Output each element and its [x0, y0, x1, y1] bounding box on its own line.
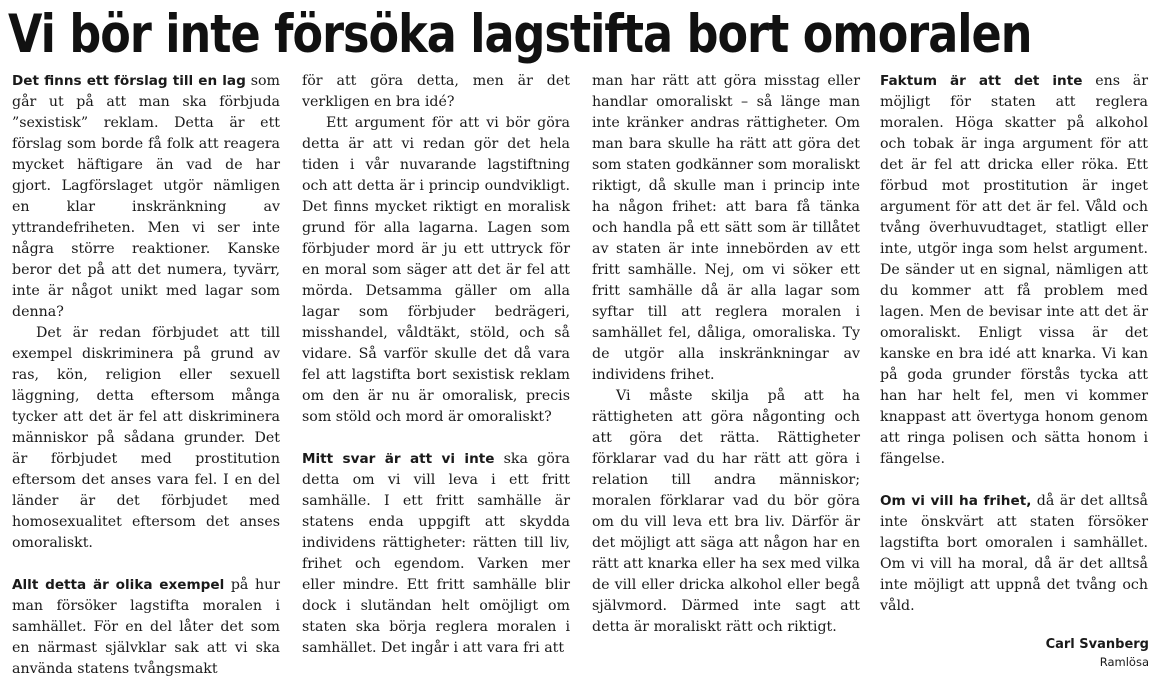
article-column-4: [880, 71, 1148, 617]
paragraph: Vi måste skilja på att ha rättigheten att göra någonting och att göra det rätta. Rättigheter förklarar vad du har rätt att göra i relation till andra människor; moralen förklarar vad du bör göra om du vill leva ett bra liv. Därför är det möjligt att säga att någon har en rätt att knarka eller ha sex med vilka de vill eller dricka alkohol eller begå självmord. Därmed inte sagt att detta är moraliskt rätt och riktigt.: [592, 388, 860, 635]
paragraph: Ett argument för att vi bör göra detta är att vi redan gör det hela tiden i vår nuvarande lagstiftning och att detta är i princip oundvikligt. Det finns mycket riktigt en moralisk grund för alla lagarna. Lagen som förbjuder mord är ju ett uttryck för en moral som säger att det är fel att mörda. Detsamma gäller om alla lagar som förbjuder bedrägeri, misshandel, våldtäkt, stöld, och så vidare. Så varför skulle det då vara fel att lagstifta bort sexistisk reklam om den är nu är omoralisk, precis som stöld och mord är omoraliskt?: [302, 115, 570, 425]
paragraph-text: då är det alltså inte önskvärt att staten försöker lagstifta bort omoralen i samhället. Om vi vill ha moral, då är det alltså inte möjligt att uppnå det tvång och våld.: [880, 493, 1148, 614]
paragraph: Det är redan förbjudet att till exempel diskriminera på grund av ras, kön, religion eller sexuell läggning, detta eftersom många tycker att det är fel att diskriminera människor på sådana grunder. Det är förbjudet med prostitution eftersom det anses vara fel. I en del länder är det förbjudet med homosexualitet eftersom det anses omoraliskt.: [12, 325, 280, 551]
lead-in: Faktum är att det inte: [880, 73, 1083, 89]
paragraph: [880, 491, 1148, 617]
section-gap: [880, 470, 1148, 491]
article-column-3: [592, 71, 860, 638]
paragraph-text: på hur man försöker lagstifta moralen i samhället. För en del låter det som en närmast självklar sak att vi ska använda statens tvångsmakt: [12, 577, 280, 677]
lead-in: Det finns ett förslag till en lag: [12, 73, 246, 89]
author-location: Ramlösa: [1099, 655, 1149, 669]
byline: [1046, 636, 1149, 670]
section-gap: [302, 428, 570, 449]
article-column-2: [302, 71, 570, 659]
paragraph-text: ens är möjligt för staten att reglera moralen. Höga skatter på alkohol och tobak är inga argument för att det är fel att dricka eller röka. Ett förbud mot prostitution är inget argument för att det är fel. Våld och tvång överhuvudtaget, statligt eller inte, utgör inga som helst argument. De sänder ut en signal, nämligen att du kommer att få problem med lagen. Men de bevisar inte att det är omoraliskt. Enligt vissa är det kanske en bra idé att knarka. Vi kan på goda grunder förstås tycka att han har helt fel, men vi kommer knappast att övertyga honom genom att ringa polisen och sätta honom i fängelse.: [880, 73, 1148, 467]
lead-in: Om vi vill ha frihet,: [880, 493, 1032, 509]
paragraph-text: ska göra detta om vi vill leva i ett fritt samhälle. I ett fritt samhälle är statens enda uppgift att skydda individens rättigheter: rätten till liv, frihet och egendom. Varken mer eller mindre. Ett fritt samhälle blir dock i slutändan helt omöjligt om staten ska börja reglera moralen i samhället. Det ingår i att vara fri att: [302, 451, 570, 656]
lead-in: Allt detta är olika exempel: [12, 577, 225, 593]
lead-in: Mitt svar är att vi inte: [302, 451, 495, 467]
paragraph: [12, 575, 280, 680]
paragraph: [302, 449, 570, 659]
headline: Vi bör inte försöka lagstifta bort omoralen: [8, 4, 1032, 65]
paragraph: för att göra detta, men är det verkligen en bra idé?: [302, 73, 570, 110]
author-name: Carl Svanberg: [1045, 637, 1149, 652]
section-gap: [12, 554, 280, 575]
paragraph: man har rätt att göra misstag eller handlar omoraliskt – så länge man inte kränker andras rättigheter. Om man bara skulle ha rätt att göra det som staten godkänner som moraliskt riktigt, då skulle man i princip inte ha någon frihet: att bara få tänka och handla på ett sätt som är tillåtet av staten är inte innebörden av ett fritt samhälle. Nej, om vi söker ett fritt samhälle då är alla lagar som syftar till att reglera moralen i samhället fel, dåliga, omoraliska. Ty de utgör alla inskränkningar av individens frihet.: [592, 73, 860, 383]
paragraph: [880, 71, 1148, 470]
paragraph: [12, 71, 280, 323]
article-column-1: [12, 71, 280, 680]
paragraph-text: som går ut på att man ska förbjuda ”sexistisk” reklam. Detta är ett förslag som borde få folk att reagera mycket häftigare än vad de har gjort. Lagförslaget utgör nämligen en klar inskränkning av yttrandefriheten. Men vi ser inte några större reaktioner. Kanske beror det på att det numera, tyvärr, inte är något unikt med lagar som denna?: [12, 73, 280, 320]
